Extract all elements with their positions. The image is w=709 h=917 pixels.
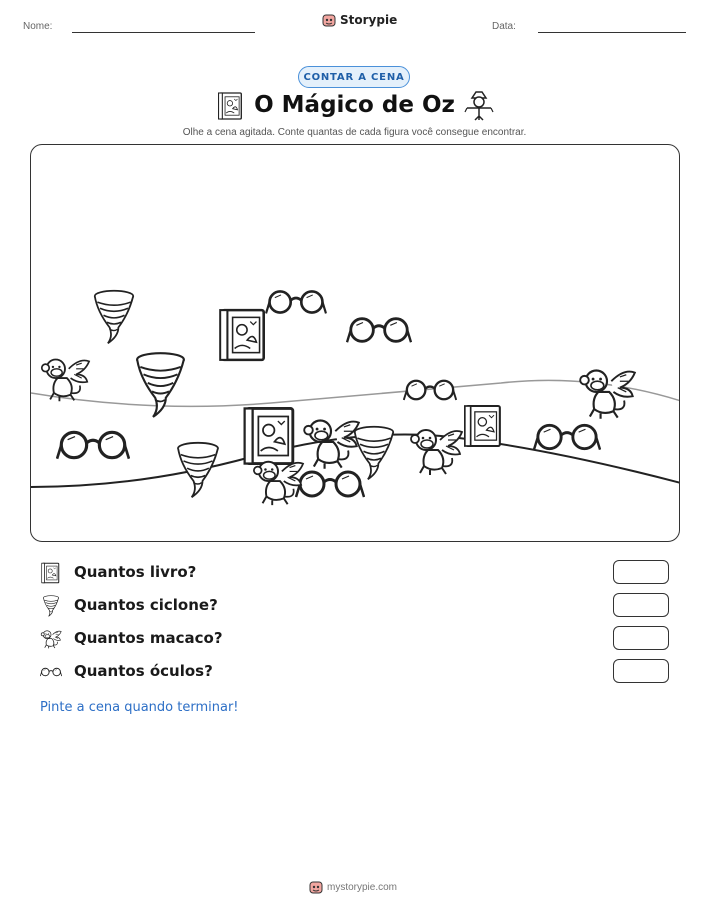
brand-logo [322, 13, 397, 27]
book-icon [40, 562, 62, 584]
monkey-figure [39, 355, 91, 403]
answer-box-tornado[interactable] [613, 593, 669, 617]
name-label: Nome: [23, 21, 53, 32]
question-label: Quantos óculos? [74, 662, 213, 680]
instructions: Olhe a cena agitada. Conte quantas de cada figura você consegue encontrar. [182, 127, 527, 138]
activity-badge: CONTAR A CENA [298, 66, 410, 88]
coloring-note: Pinte a cena quando terminar! [40, 700, 239, 715]
storypie-icon [322, 13, 336, 27]
question-glasses [40, 659, 670, 685]
title-row [0, 90, 709, 124]
answer-box-book[interactable] [613, 560, 669, 584]
date-label: Data: [492, 21, 516, 32]
monkey-figure [408, 425, 464, 477]
book-figure [219, 307, 269, 363]
glasses-figure [265, 287, 327, 317]
glasses-figure [346, 314, 412, 346]
glasses-icon [40, 665, 62, 679]
scarecrow-icon [464, 90, 494, 122]
footer-url[interactable]: mystorypie.com [327, 881, 398, 893]
glasses-figure [533, 420, 601, 454]
question-label: Quantos macaco? [74, 629, 223, 647]
storypie-icon [309, 880, 323, 894]
glasses-figure [295, 467, 365, 501]
tornado-figure [89, 289, 139, 345]
monkey-icon [40, 628, 62, 650]
question-label: Quantos ciclone? [74, 596, 218, 614]
question-monkey [40, 626, 670, 652]
brand-name: Storypie [340, 13, 398, 27]
answer-box-monkey[interactable] [613, 626, 669, 650]
name-line[interactable] [72, 32, 255, 33]
answer-box-glasses[interactable] [613, 659, 669, 683]
tornado-figure [133, 351, 188, 419]
tornado-icon [40, 595, 62, 617]
monkey-figure [251, 457, 305, 507]
monkey-figure [301, 415, 361, 471]
page-title: O Mágico de Oz [254, 92, 455, 118]
date-line[interactable] [538, 32, 686, 33]
question-tornado [40, 593, 670, 619]
tornado-figure [172, 441, 224, 499]
monkey-figure [577, 365, 637, 421]
footer [309, 880, 397, 894]
question-label: Quantos livro? [74, 563, 197, 581]
question-book [40, 560, 670, 586]
glasses-figure [403, 376, 457, 404]
book-figure [464, 402, 504, 450]
glasses-figure [56, 427, 130, 463]
counting-scene [30, 144, 680, 542]
